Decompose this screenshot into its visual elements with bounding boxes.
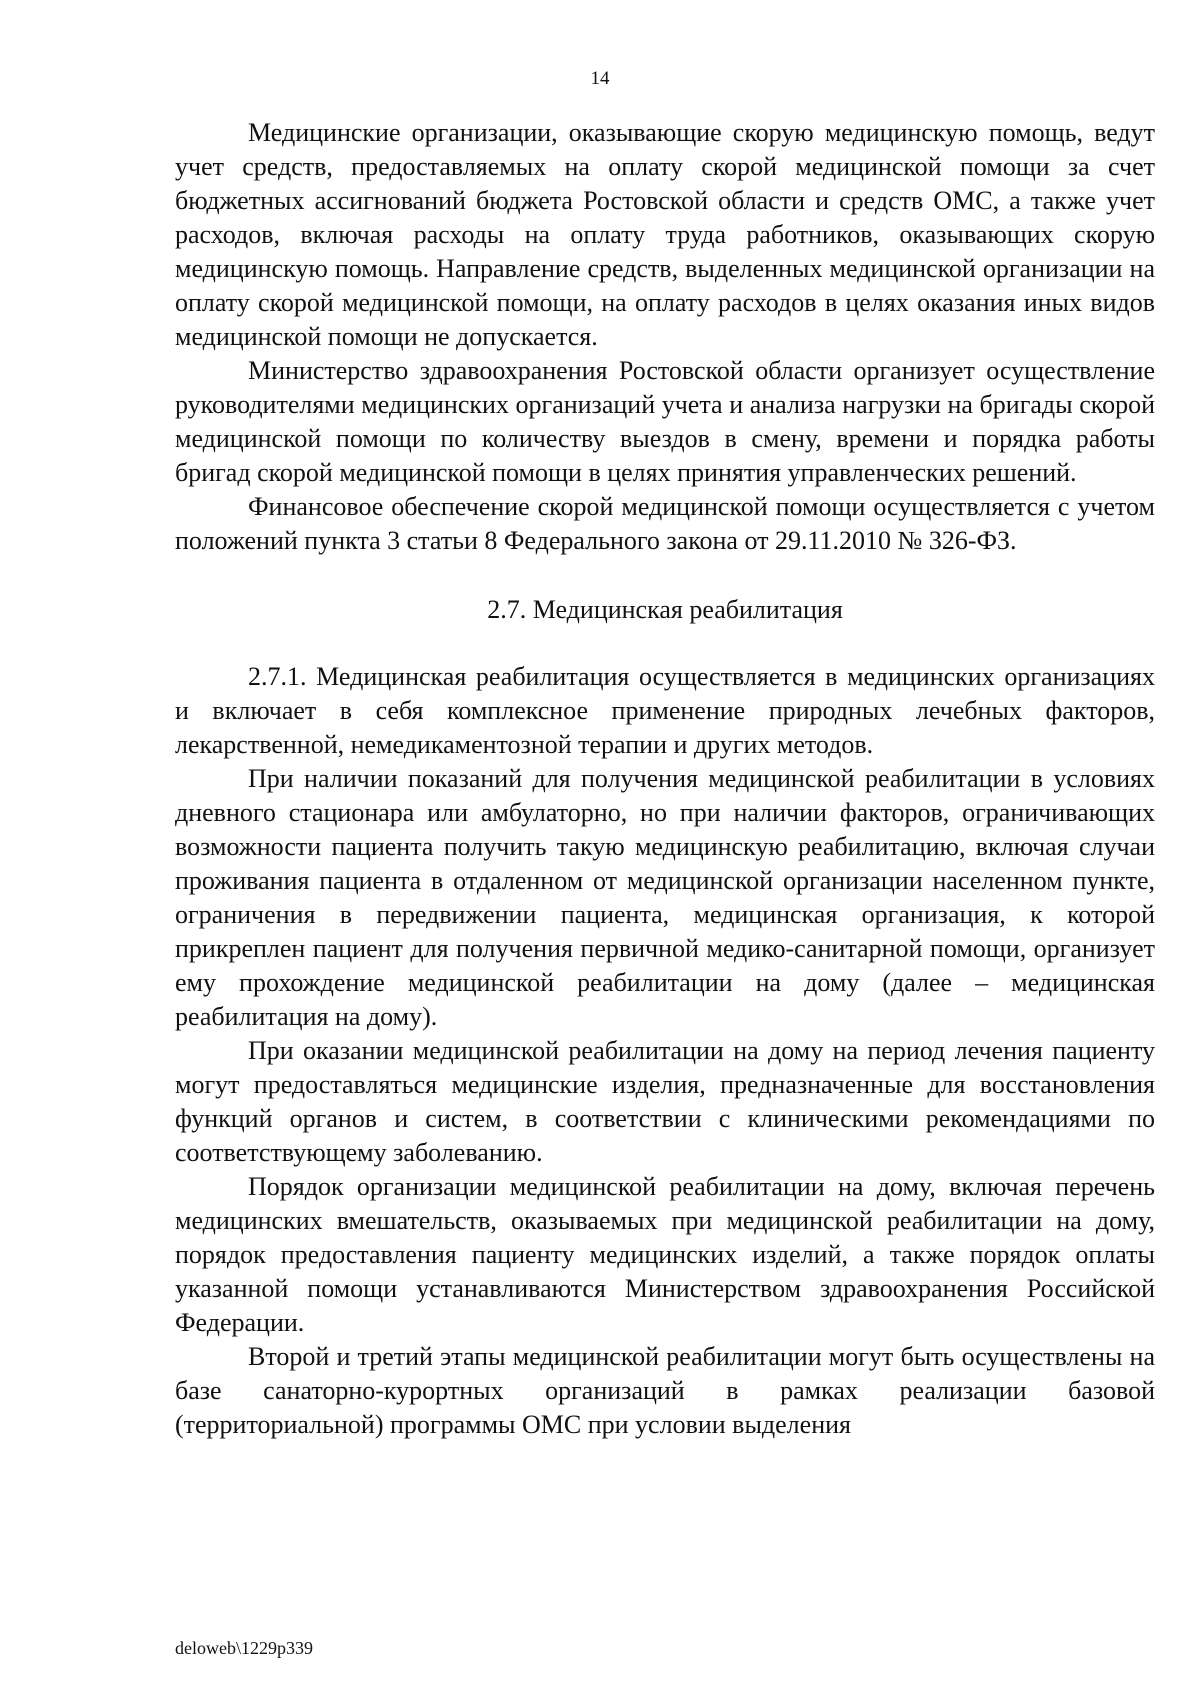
page-number: 14 <box>590 68 610 89</box>
document-body <box>175 116 1155 1442</box>
paragraph-rehab-home: При наличии показаний для получения медицинской реабилитации в условиях дневного стационара или амбулаторно, но при наличии факторов, ограничивающих возможности пациента получить такую медицинскую реабилитацию, включая случаи проживания пациента в отдаленном от медицинской организации населенном пункте, ограничения в передвижении пациента, медицинская организация, к которой прикреплен пациент для получения первичной медико-санитарной помощи, организует ему прохождение медицинской реабилитации на дому (далее – медицинская реабилитация на дому). <box>175 764 1155 1031</box>
section-heading: 2.7. Медицинская реабилитация <box>487 595 843 624</box>
paragraph-ministry-workload: Министерство здравоохранения Ростовской области организует осуществление руководителями медицинских организаций учета и анализа нагрузки на бригады скорой медицинской помощи по количеству выездов в смену, времени и порядка работы бригад скорой медицинской помощи в целях принятия управленческих решений. <box>175 356 1155 487</box>
paragraph-ambulance-accounting: Медицинские организации, оказывающие скорую медицинскую помощь, ведут учет средств, предоставляемых на оплату скорой медицинской помощи за счет бюджетных ассигнований бюджета Ростовской области и средств ОМС, а также учет расходов, включая расходы на оплату труда работников, оказывающих скорую медицинскую помощь. Направление средств, выделенных медицинской организации на оплату скорой медицинской помощи, на оплату расходов в целях оказания иных видов медицинской помощи не допускается. <box>175 118 1155 351</box>
paragraph-financing: Финансовое обеспечение скорой медицинской помощи осуществляется с учетом положений пункта 3 статьи 8 Федерального закона от 29.11.2010 № 326-ФЗ. <box>175 492 1155 555</box>
footer-document-code: deloweb\1229p339 <box>175 1638 313 1658</box>
paragraph-rehab-definition: 2.7.1. Медицинская реабилитация осуществляется в медицинских организациях и включает в себя комплексное применение природных лечебных факторов, лекарственной, немедикаментозной терапии и других методов. <box>175 662 1155 759</box>
paragraph-rehab-devices: При оказании медицинской реабилитации на дому на период лечения пациенту могут предоставляться медицинские изделия, предназначенные для восстановления функций органов и систем, в соответствии с клиническими рекомендациями по соответствующему заболеванию. <box>175 1036 1155 1167</box>
paragraph-rehab-procedure: Порядок организации медицинской реабилитации на дому, включая перечень медицинских вмешательств, оказываемых при медицинской реабилитации на дому, порядок предоставления пациенту медицинских изделий, а также порядок оплаты указанной помощи устанавливаются Министерством здравоохранения Российской Федерации. <box>175 1172 1155 1337</box>
paragraph-rehab-stages: Второй и третий этапы медицинской реабилитации могут быть осуществлены на базе санаторно-курортных организаций в рамках реализации базовой (территориальной) программы ОМС при условии выделения <box>175 1342 1155 1439</box>
